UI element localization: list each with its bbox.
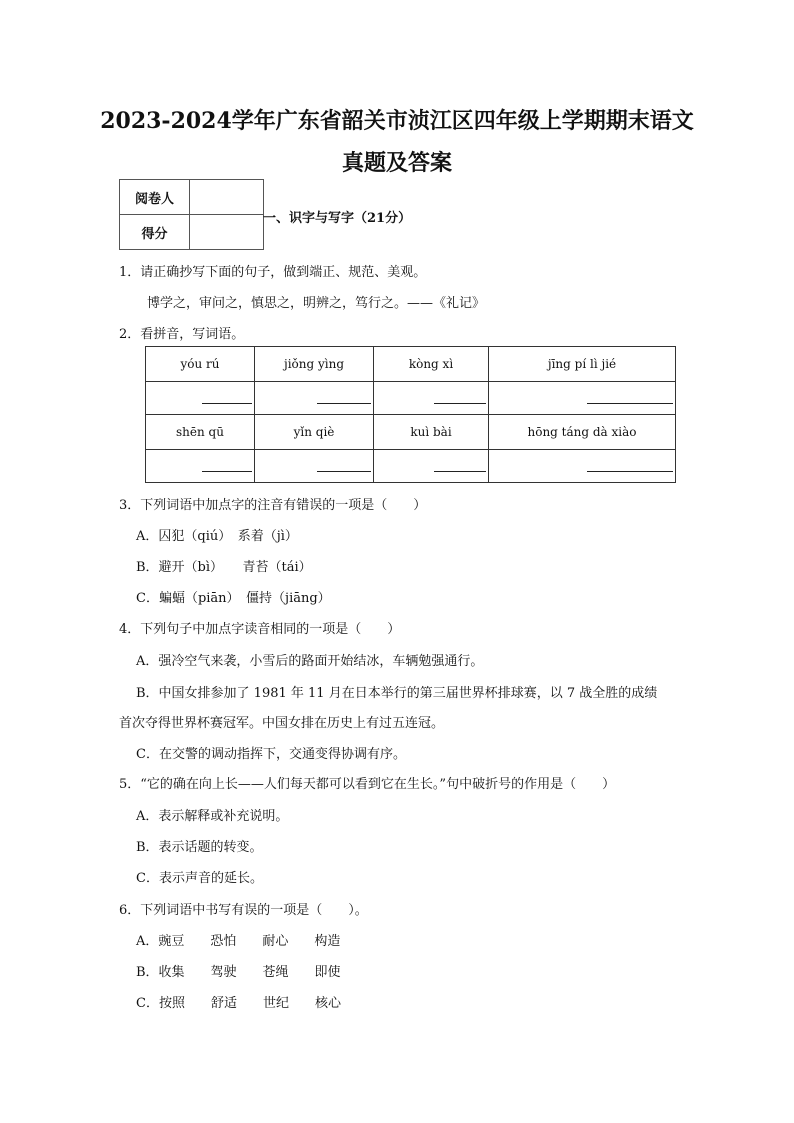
- question-6-stem: 6．下列词语中书写有误的一项是（ ）。: [119, 903, 368, 918]
- pinyin-cell: kuì bài: [374, 415, 489, 450]
- question-2-stem: 2．看拼音，写词语。: [119, 327, 245, 342]
- question-5-stem: 5．“它的确在向上长——人们每天都可以看到它在生长。”句中破折号的作用是（ ）: [119, 777, 616, 792]
- answer-cell[interactable]: [489, 382, 676, 415]
- pinyin-cell: jīng pí lì jié: [489, 347, 676, 382]
- pinyin-cell: jiǒng yìng: [255, 347, 374, 382]
- pinyin-cell: yóu rú: [146, 347, 255, 382]
- pinyin-table: [145, 346, 676, 483]
- option-b: B．避开（bì） 青苔（tái）: [136, 560, 312, 575]
- page-title: 2023-2024学年广东省韶关市浈江区四年级上学期期末语文: [100, 108, 694, 134]
- pinyin-cell: hōng táng dà xiào: [489, 415, 676, 450]
- answer-cell[interactable]: [255, 382, 374, 415]
- option-a: A．表示解释或补充说明。: [136, 809, 289, 824]
- score-table: [119, 179, 264, 250]
- answer-cell[interactable]: [146, 450, 255, 483]
- option-b: B．表示话题的转变。: [136, 840, 263, 855]
- option-c: C．在交警的调动指挥下，交通变得协调有序。: [136, 747, 406, 762]
- option-a: A．囚犯（qiú） 系着（jì）: [136, 529, 298, 544]
- option-c: C．表示声音的延长。: [136, 871, 263, 886]
- option-a: A．强冷空气来袭，小雪后的路面开始结冰，车辆勉强通行。: [136, 654, 484, 669]
- score-label: 得分: [120, 215, 190, 250]
- page-title-line2: 真题及答案: [341, 150, 452, 176]
- question-3-stem: 3．下列词语中加点字的注音有错误的一项是（ ）: [119, 498, 427, 513]
- option-c: C．蝙蝠（piān） 僵持（jiāng）: [136, 591, 331, 606]
- answer-cell[interactable]: [489, 450, 676, 483]
- grader-label: 阅卷人: [120, 180, 190, 215]
- option-b: B．收集 驾驶 苍绳 即使: [136, 965, 341, 980]
- question-1-quote: 博学之，审问之，慎思之，明辨之，笃行之。——《礼记》: [147, 296, 486, 311]
- question-4-stem: 4．下列句子中加点字读音相同的一项是（ ）: [119, 622, 401, 637]
- option-a: A．豌豆 恐怕 耐心 构造: [136, 934, 341, 949]
- score-cell[interactable]: [190, 215, 264, 250]
- section-heading: 一、识字与写字（21分）: [263, 211, 412, 226]
- pinyin-cell: yǐn qiè: [255, 415, 374, 450]
- option-b-continued: 首次夺得世界杯赛冠军。中国女排在历史上有过五连冠。: [119, 716, 445, 731]
- question-1-stem: 1．请正确抄写下面的句子，做到端正、规范、美观。: [119, 265, 427, 280]
- grader-cell[interactable]: [190, 180, 264, 215]
- answer-cell[interactable]: [255, 450, 374, 483]
- pinyin-cell: shēn qū: [146, 415, 255, 450]
- answer-cell[interactable]: [374, 450, 489, 483]
- option-c: C．按照 舒适 世纪 核心: [136, 996, 341, 1011]
- pinyin-cell: kòng xì: [374, 347, 489, 382]
- option-b: B．中国女排参加了 1981 年 11 月在日本举行的第三届世界杯排球赛，以 7 战全胜的成绩: [136, 686, 658, 701]
- answer-cell[interactable]: [146, 382, 255, 415]
- answer-cell[interactable]: [374, 382, 489, 415]
